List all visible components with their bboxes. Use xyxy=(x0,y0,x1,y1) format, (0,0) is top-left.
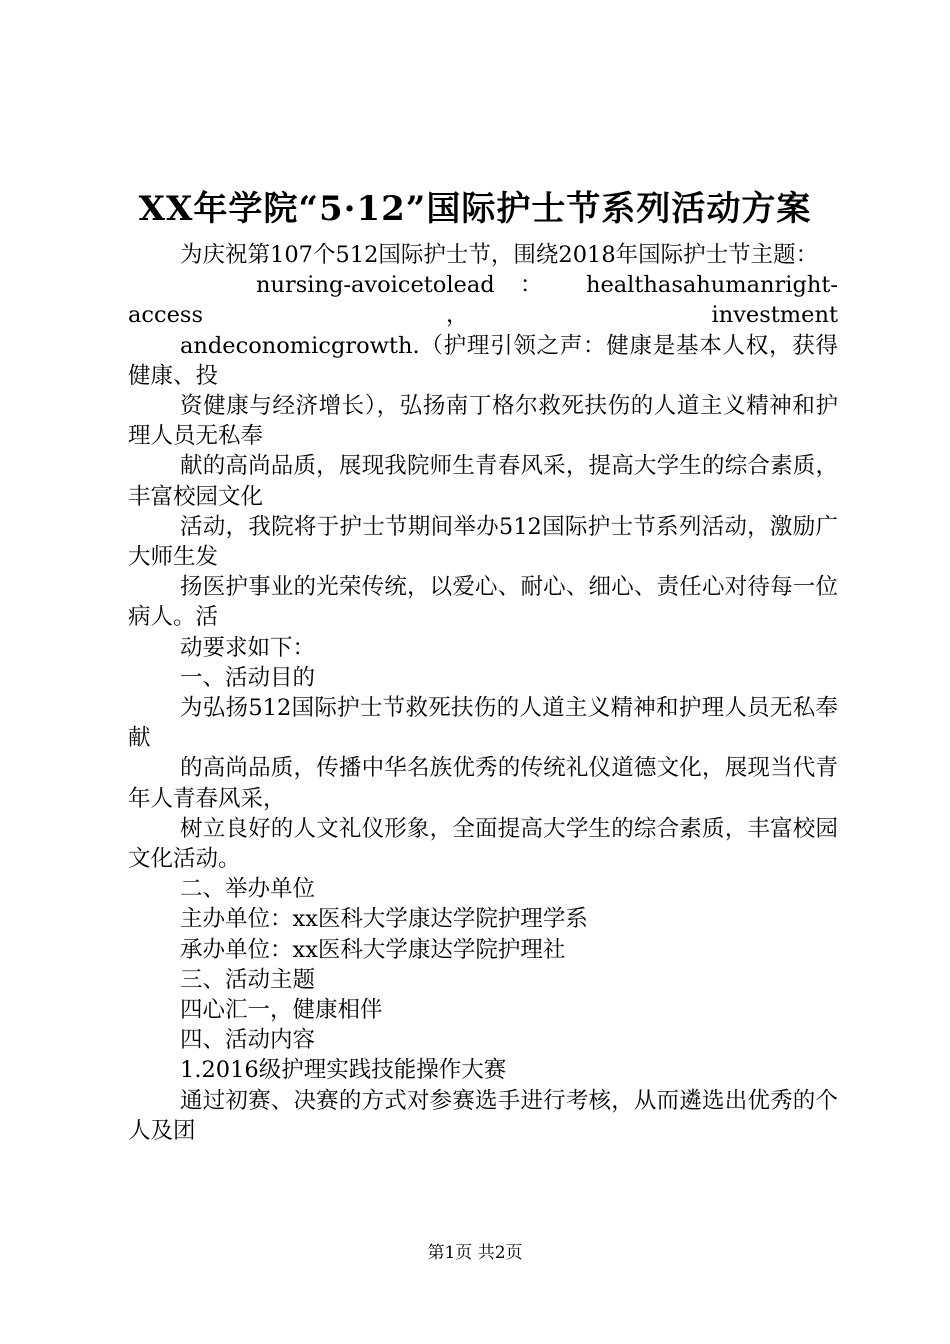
section-heading: 四、活动内容 xyxy=(180,1027,316,1054)
paragraph: 扬医护事业的光荣传统，以爱心、耐心、细心、责任心对待每一位病人。活 xyxy=(128,574,838,631)
paragraph: 为弘扬512国际护士节救死扶伤的人道主义精神和护理人员无私奉献 xyxy=(128,695,838,752)
section-heading: 三、活动主题 xyxy=(180,966,316,993)
paragraph: 动要求如下： xyxy=(180,634,316,661)
paragraph: 资健康与经济增长），弘扬南丁格尔救死扶伤的人道主义精神和护理人员无私奉 xyxy=(128,393,838,450)
document-body xyxy=(128,240,838,1146)
paragraph: 为庆祝第107个512国际护士节，围绕2018年国际护士节主题： xyxy=(180,242,819,268)
paragraph: 四心汇一，健康相伴 xyxy=(180,997,383,1024)
section-heading: 一、活动目的 xyxy=(180,664,316,691)
section-heading: 二、举办单位 xyxy=(180,876,316,903)
paragraph: 活动，我院将于护士节期间举办512国际护士节系列活动，激励广大师生发 xyxy=(128,513,838,571)
paragraph: 承办单位：xx医科大学康达学院护理社 xyxy=(180,936,566,963)
paragraph: 通过初赛、决赛的方式对参赛选手进行考核，从而遴选出优秀的个人及团 xyxy=(128,1087,838,1144)
subsection-heading: 1.2016级护理实践技能操作大赛 xyxy=(180,1057,507,1084)
paragraph: 主办单位：xx医科大学康达学院护理学系 xyxy=(180,906,588,933)
paragraph: 献的高尚品质，展现我院师生青春风采，提高大学生的综合素质，丰富校园文化 xyxy=(128,453,838,510)
paragraph: 树立良好的人文礼仪形象，全面提高大学生的综合素质，丰富校园文化活动。 xyxy=(128,815,838,873)
paragraph: nursing-avoicetolead ： healthasahumanright-access，investment xyxy=(128,272,838,329)
document-title: XX年学院“5·12”国际护士节系列活动方案 xyxy=(138,189,812,229)
page-footer: 第1页 共2页 xyxy=(427,1243,523,1263)
paragraph: andeconomicgrowth.（护理引领之声：健康是基本人权，获得健康、投 xyxy=(128,332,838,389)
paragraph: 的高尚品质，传播中华名族优秀的传统礼仪道德文化，展现当代青年人青春风采， xyxy=(128,755,838,812)
